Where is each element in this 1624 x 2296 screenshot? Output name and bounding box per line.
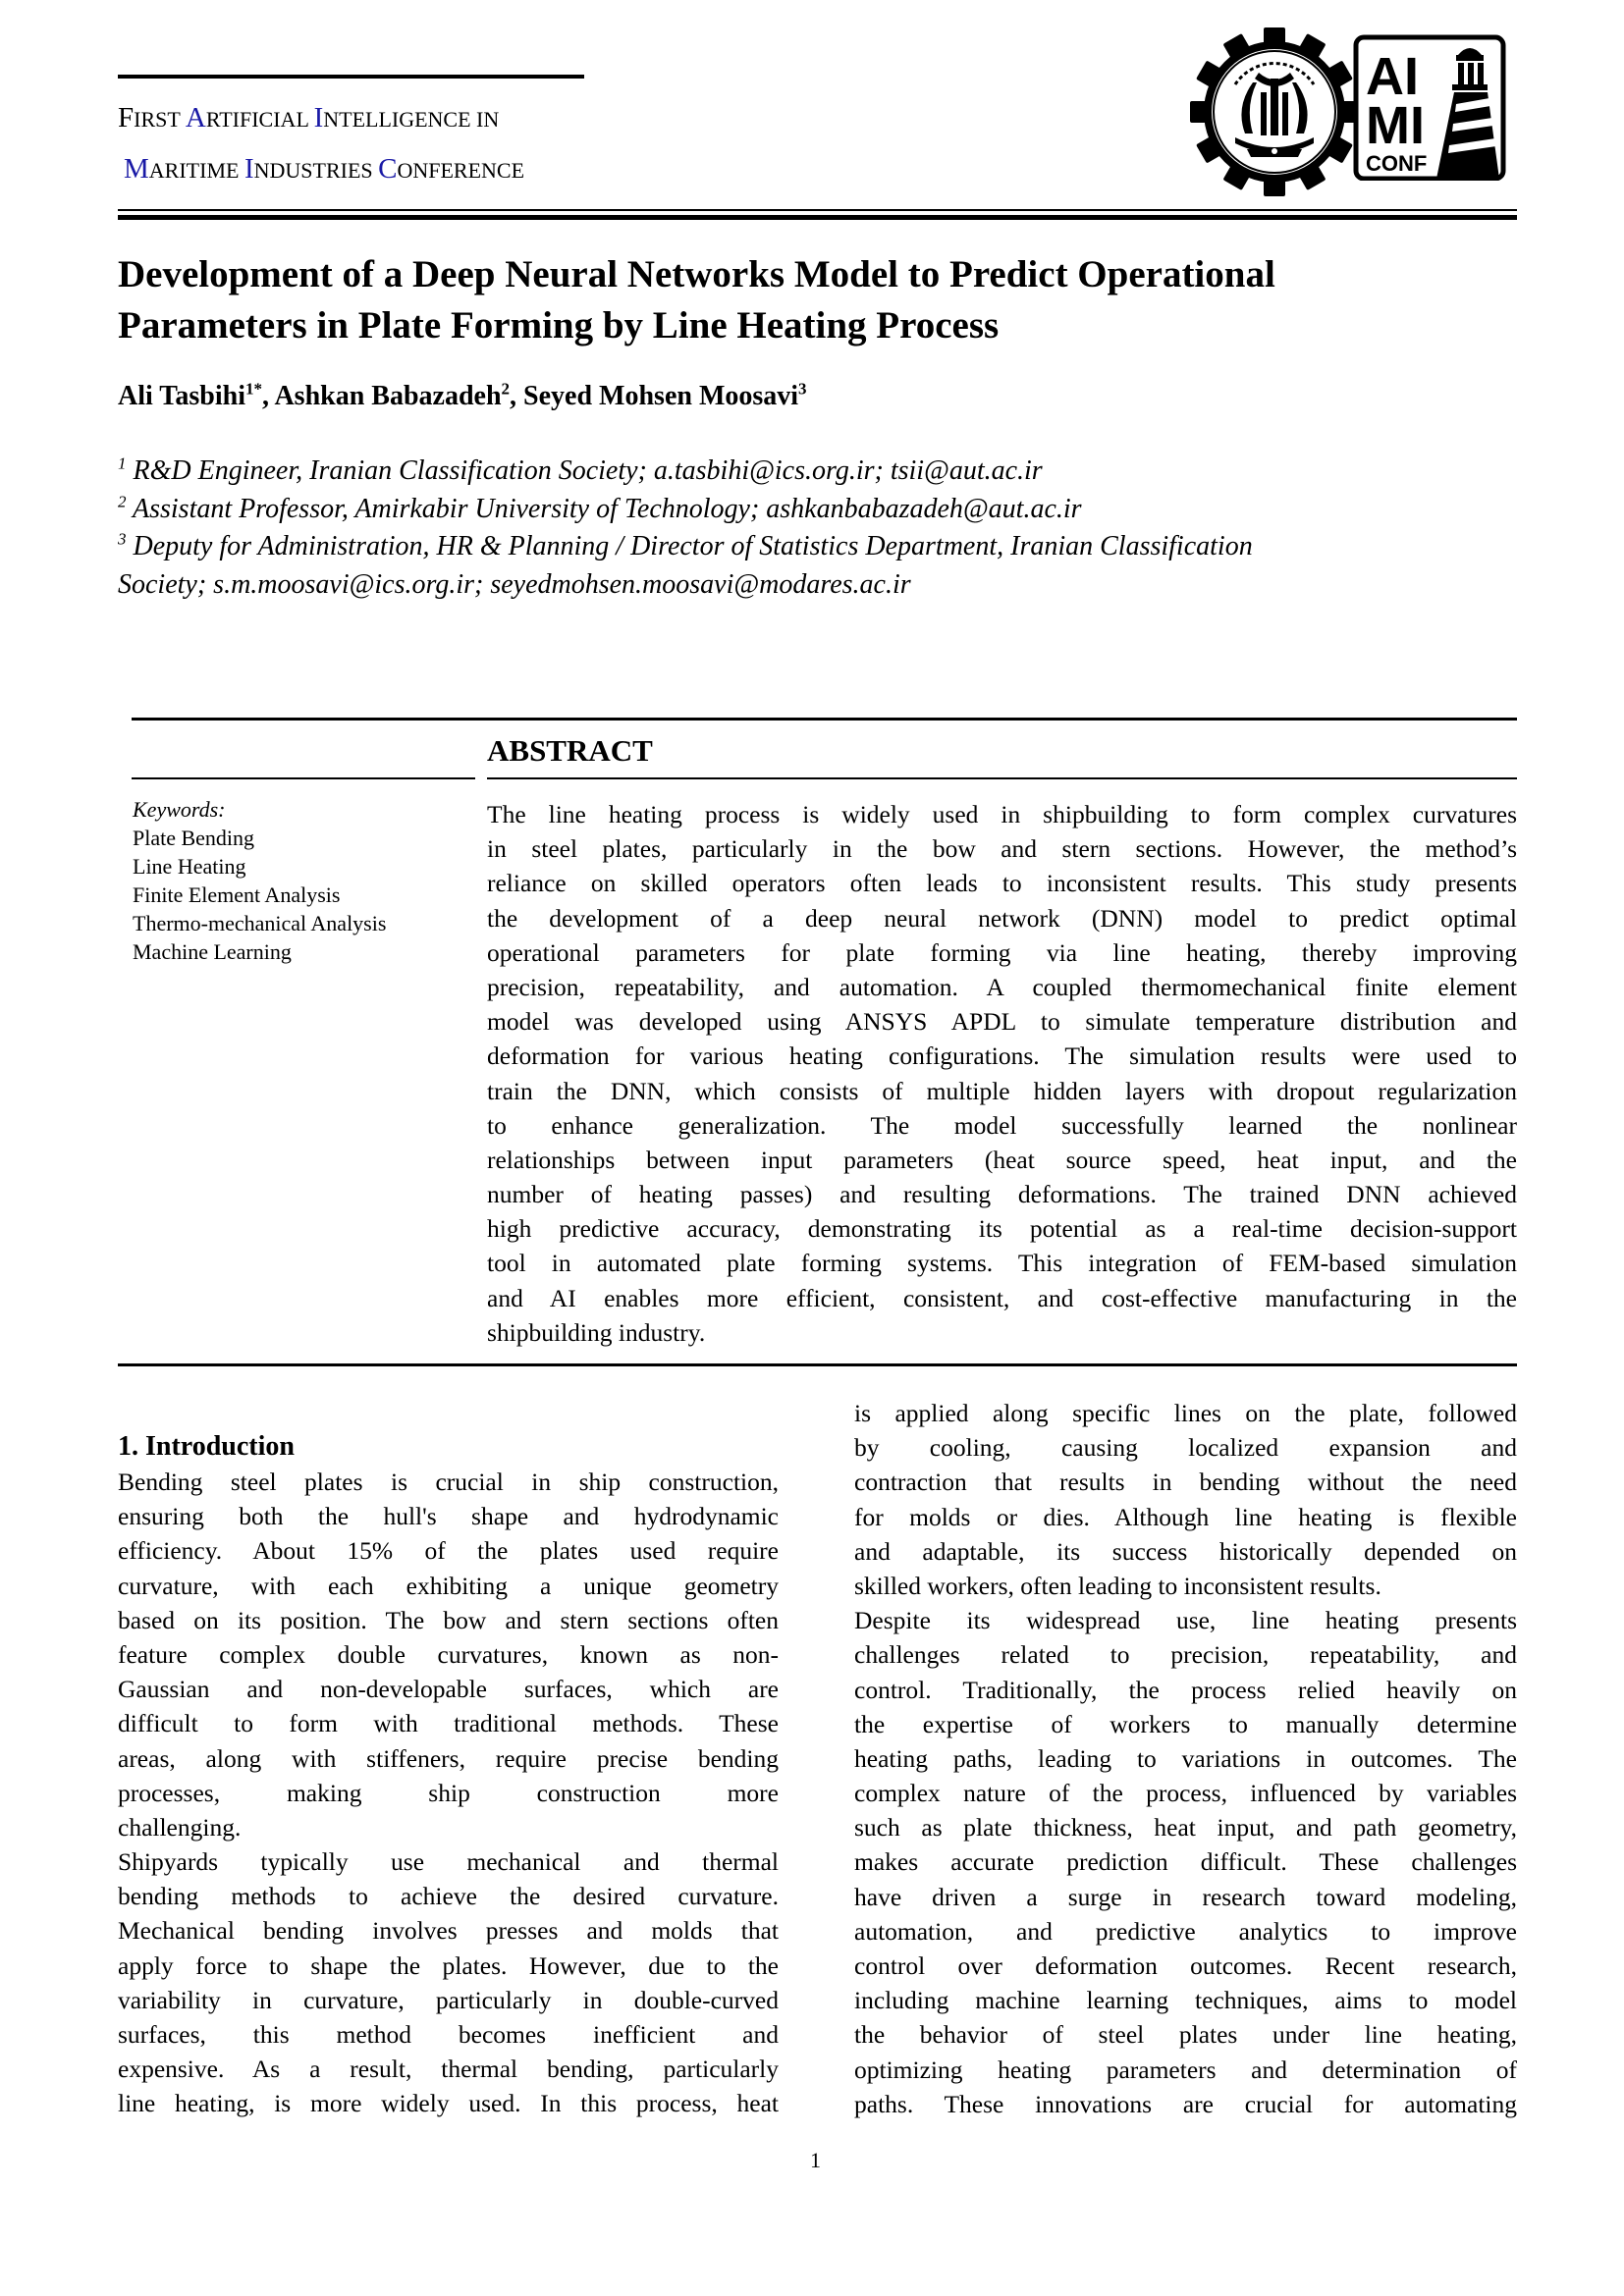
author-list: Ali Tasbihi$^{1*}$, Ashkan Babazadeh$^2$, Seyed Mohsen Moosavi$^3$ <box>118 379 807 411</box>
svg-text:MI: MI <box>1366 96 1425 155</box>
affiliation-3: $^3$ Deputy for Administration, HR & Planning / Director of Statistics Department, Iranian Classification <box>118 529 1253 561</box>
header-rule-thick <box>118 215 1517 220</box>
conference-name-line2: MARITIME INDUSTRIES CONFERENCE <box>124 153 525 185</box>
university-seal-logo <box>1190 27 1359 196</box>
abstract-body: The line heating process is widely used in shipbuilding to form complex curvatures in steel plates, particularly in the bow and stern sections. However, the method’s reliance on skilled operators often leads to inconsistent results. This study presents the development of a deep neural network (DNN) model to predict optimal operational parameters for plate forming via line heating, thereby improving precision, repeatability, and automation. A coupled thermomechanical finite element model was developed using ANSYS APDL to simulate temperature distribution and deformation for various heating configurations. The simulation results were used to train the DNN, which consists of multiple hidden layers with dropout regularization to enhance generalization. The model successfully learned the nonlinear relationships between input parameters (heat source speed, heat input, and the number of heating passes) and resulting deformations. The trained DNN achieved high predictive accuracy, demonstrating its potential as a real-time decision-support tool in automated plate forming systems. This integration of FEM-based simulation and AI enables more efficient, consistent, and cost-effective manufacturing in the shipbuilding industry. <box>487 800 1517 1347</box>
section-heading: 1. Introduction <box>118 1431 295 1462</box>
keywords-rule <box>132 777 475 779</box>
author-name: Seyed Mohsen Moosavi <box>523 381 799 411</box>
abstract-top-rule <box>132 718 1517 721</box>
keyword-item: Finite Element Analysis <box>133 882 341 907</box>
affiliation-3-continued: Society; s.m.moosavi@ics.org.ir; seyedmohsen.moosavi@modares.ac.ir <box>118 569 911 600</box>
aimi-conference-logo <box>1352 33 1509 181</box>
keyword-item: Machine Learning <box>133 939 292 964</box>
affiliation-2: $^2$ Assistant Professor, Amirkabir University of Technology; ashkanbabazadeh@aut.ac.ir <box>118 492 1082 524</box>
gear-icon <box>1190 27 1359 196</box>
abstract-heading: ABSTRACT <box>487 733 653 768</box>
page-number: 1 <box>810 2148 821 2172</box>
author-name: Ashkan Babazadeh <box>274 381 502 411</box>
conference-name-line1: FIRST ARTIFICIAL INTELLIGENCE IN <box>118 102 500 133</box>
svg-text:CONF: CONF <box>1366 151 1428 176</box>
svg-text:AI: AI <box>1366 47 1419 106</box>
author-name: Ali Tasbihi <box>118 381 245 411</box>
paper-title: Development of a Deep Neural Networks Model to Predict Operational Parameters in Plate Forming by Line Heating Process <box>118 253 1275 347</box>
header-rule-thin <box>118 209 1517 211</box>
introduction-left-column: 1. Introduction Bending steel plates is crucial in ship construction, ensuring both the hull's shape and hydrodynamic efficiency. About 15% of the plates used require curvature, with each exhibiting a unique geometry based on its position. The bow and stern sections often feature complex double curvatures, known as non- Gaussian and non-developable surfaces, which are difficult to form with traditional methods. These areas, along with stiffeners, require precise bending processes, making ship construction more challenging. Shipyards typically use mechanical and thermal bending methods to achieve the desired curvature. Mechanical bending involves presses and molds that apply force to shape the plates. However, due to the variability in curvature, particularly in double-curved surfaces, this method becomes inefficient and expensive. As a result, thermal bending, particularly line heating, is more widely used. In this process, heat <box>118 1428 779 2121</box>
introduction-right-column: is applied along specific lines on the plate, followed by cooling, causing localized expansion and contraction that results in bending without the need for molds or dies. Although line heating is flexible and adaptable, its success historically depended on skilled workers, often leading to inconsistent results. Despite its widespread use, line heating presents challenges related to precision, repeatability, and control. Traditionally, the process relied heavily on the expertise of workers to manually determine heating paths, leading to variations in outcomes. The complex nature of the process, influenced by variables such as plate thickness, heat input, and path geometry, makes accurate prediction difficult. These challenges have driven a surge in research toward modeling, automation, and predictive analytics to improve control over deformation outcomes. Recent research, including machine learning techniques, aims to model the behavior of steel plates under line heating, optimizing heating parameters and determination of paths. These innovations are crucial for automating <box>854 1399 1517 2118</box>
header-top-rule <box>118 75 584 79</box>
abstract-heading-rule <box>487 777 1517 779</box>
abstract-bottom-rule <box>118 1363 1517 1366</box>
keyword-item: Line Heating <box>133 854 246 879</box>
keywords-label: Keywords: <box>133 797 226 822</box>
affiliation-1: $^1$ R&D Engineer, Iranian Classification Society; a.tasbihi@ics.org.ir; tsii@aut.ac.ir <box>118 454 1043 486</box>
keyword-item: Thermo-mechanical Analysis <box>133 911 387 935</box>
keyword-item: Plate Bending <box>133 826 255 850</box>
